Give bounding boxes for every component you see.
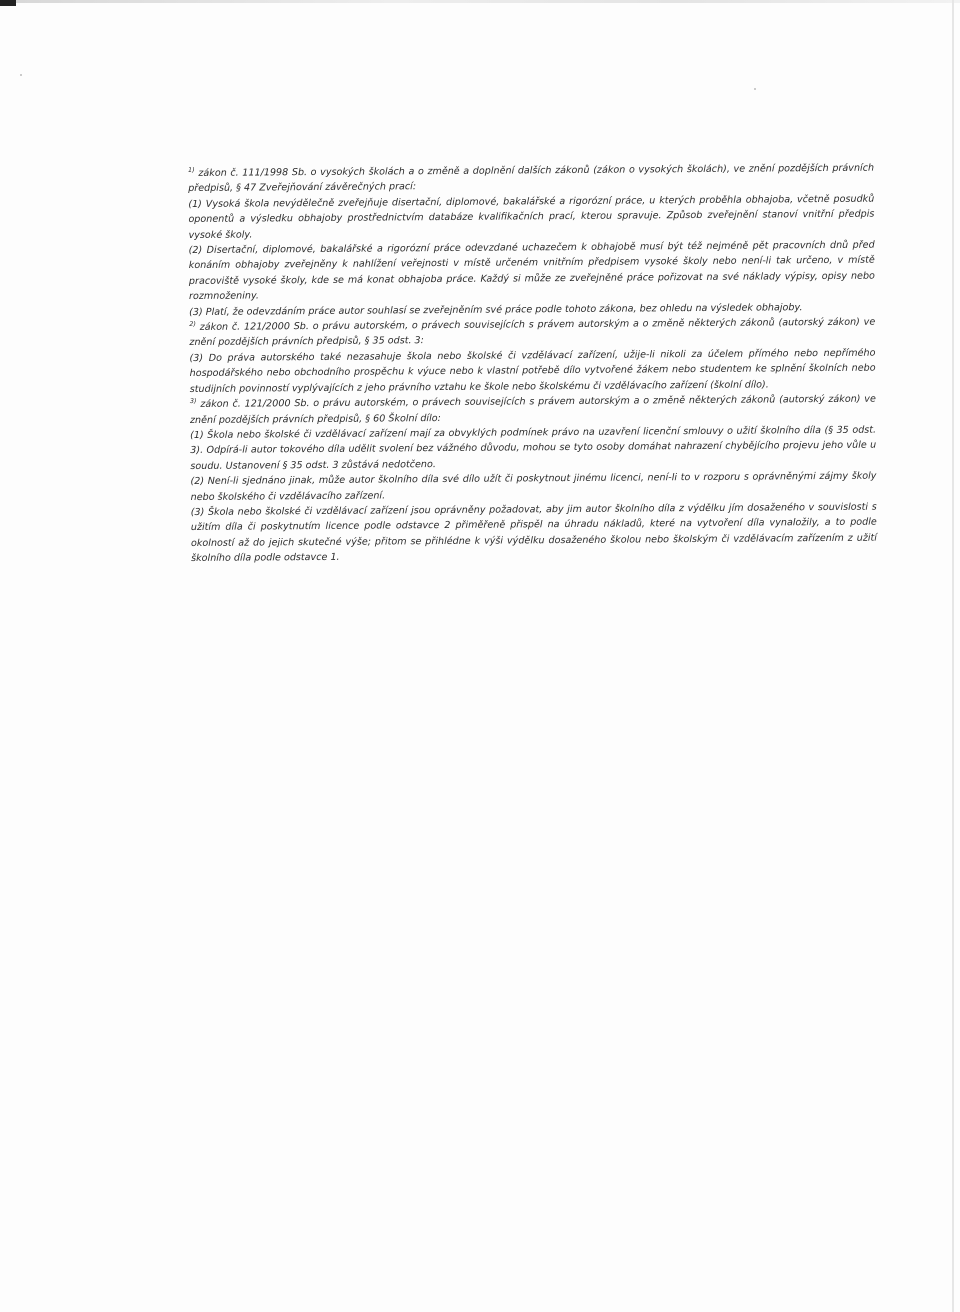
- scan-top-edge: [16, 0, 960, 3]
- footnote-marker: 3): [189, 397, 197, 406]
- scan-speck: [754, 88, 756, 90]
- paragraph: [188, 191, 874, 243]
- paragraph-text: zákon č. 121/2000 Sb. o právu autorském, o právech souvisejících s právem autorským a o změně některých zákonů (autorský zákon) ve znění pozdějších právních předpisů, § 35 odst. 3:: [189, 316, 876, 349]
- paragraph: [191, 500, 877, 567]
- paragraph: [190, 423, 876, 475]
- paragraph-text: (3) Škola nebo školské či vzdělávací zařízení jsou oprávněny požadovat, aby jim autor školního díla z výdělku jím dosaženého v souvislosti s užitím díla či poskytnutím licence podle odstavce 2 přiměřeně přispěl na úhradu nákladů, které na vytvoření díla vynaložily, a to podle okolností až do jejich skutečné výše; přitom se přihlédne k výši výdělku dosaženého školou nebo školským či vzdělávacím zařízením z užití školního díla podle odstavce 1.: [190, 501, 877, 565]
- paragraph-text: (3) Do práva autorského také nezasahuje škola nebo školské či vzdělávací zařízení, užije-li nikoli za účelem přímého nebo nepřímého hospodářského nebo obchodního prospěchu k výuce nebo k vlastní potřebě dílo vytvořené žákem nebo studentem ke splnění školních nebo studijních povinností vyplývajících z jeho právního vztahu ke škole nebo školskému či vzdělávacího zařízení (školní dílo).: [189, 347, 876, 395]
- paragraph-text: (2) Není-li sjednáno jinak, může autor školního díla své dílo užít či poskytnout jinému licenci, není-li to v rozporu s oprávněnými zájmy školy nebo školského či vzdělávacího zařízení.: [190, 470, 877, 503]
- paragraph-text: (1) Vysoká škola nevýdělečně zveřejňuje disertační, diplomové, bakalářské a rigorózní práce, u kterých proběhla obhajoba, včetně posudků oponentů a výsledku obhajoby prostřednictvím databáze kvalifikačních prací, kterou spravuje. Způsob zveřejnění stanoví vnitřní předpis vysoké školy.: [188, 193, 875, 241]
- paragraph-text: (3) Platí, že odevzdáním práce autor souhlasí se zveřejněním své práce podle tohoto zákona, bez ohledu na výsledek obhajoby.: [189, 301, 803, 318]
- paragraph: [189, 345, 875, 397]
- footnote-marker: 2): [189, 320, 196, 329]
- paragraph-text: (1) Škola nebo školské či vzdělávací zařízení mají za obvyklých podmínek právo na uzavření licenční smlouvy o užití školního díla (§ 35 odst. 3). Odpírá-li autor tokového díla udělit svolení bez vážného důvodu, mohou se tyto osoby domáhat nahrazení chybějícího projevu jeho vůle u soudu. Ustanovení § 35 odst. 3 zůstává nedotčeno.: [190, 424, 877, 472]
- paragraph-text: zákon č. 111/1998 Sb. o vysokých školách a o změně a doplnění dalších zákonů (zákon o vysokých školách), ve znění pozdějších právních předpisů, § 47 Zveřejňování závěrečných prací:: [188, 162, 875, 195]
- paragraph-text: zákon č. 121/2000 Sb. o právu autorském, o právech souvisejících s právem autorským a o změně některých zákonů (autorský zákon) ve znění pozdějších právních předpisů, § 60 Školní dílo:: [189, 393, 876, 426]
- scan-corner-mark: [0, 0, 16, 6]
- paragraph: [189, 238, 875, 305]
- scan-speck: [20, 74, 22, 76]
- footnotes-block: [188, 161, 877, 567]
- footnote-marker: 1): [188, 165, 195, 174]
- scan-right-edge: [952, 0, 954, 1312]
- paragraph-text: (2) Disertační, diplomové, bakalářské a rigorózní práce odevzdané uchazečem k obhajobě musí být též nejméně pět pracovních dnů před konáním obhajoby zveřejněny k nahlížení veřejnosti v místě určeném vnitřním předpisem vysoké školy nebo není-li tak určeno, v místě pracoviště vysoké školy, kde se má konat obhajoba práce. Každý si může ze zveřejněné práce pořizovat na své náklady výpisy, opisy nebo rozmnoženiny.: [188, 239, 875, 303]
